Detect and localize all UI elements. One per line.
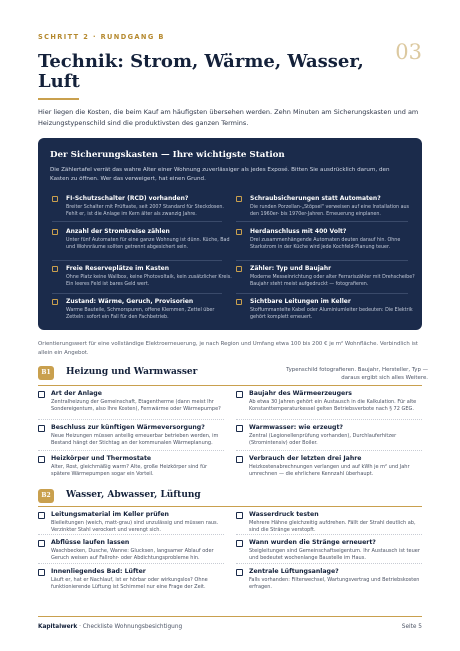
checkbox-icon[interactable] — [38, 456, 45, 463]
footer-doc-title: · Checkliste Wohnungsbesichtigung — [79, 624, 183, 630]
item-text: Warme Bauteile, Schmorspuren, offene Klemmen, Zettel über Zetteln: sofort ein Fall für den Fachbetrieb. — [66, 308, 215, 321]
item-text: Neue Heizungen müssen anteilig erneuerbar betrieben werden, im Bestand hängt der Stichtag an der kommunalen Wärmeplanung. — [51, 433, 219, 447]
item-text: Heizkostenabrechnungen verlangen und auf kWh je m² und Jahr umrechnen — die ehrlichere Kennzahl überhaupt. — [249, 464, 410, 478]
checkbox-icon[interactable] — [236, 266, 242, 272]
item-title: Zähler: Typ und Baujahr — [250, 265, 332, 272]
checkbox-icon[interactable] — [52, 299, 58, 305]
item-text: Breiter Schalter mit Prüftaste, seit 2007 Standard für Steckdosen. Fehlt er, ist die Anlage im Kern älter als zwanzig Jahre. — [66, 205, 224, 218]
intro-paragraph: Hier liegen die Kosten, die beim Kauf am häufigsten übersehen werden. Zehn Minuten am Sicherungskasten und am Heizungstypenschild sind die produktivsten des ganzen Termins. — [38, 108, 419, 127]
item-title: FI-Schutzschalter (RCD) vorhanden? — [66, 195, 189, 202]
item-title: Verbrauch der letzten drei Jahre — [249, 455, 362, 462]
checkbox-icon[interactable] — [236, 425, 243, 432]
item-title: Baujahr des Wärmeerzeugers — [249, 390, 352, 397]
title-underline — [38, 98, 79, 100]
item-title: Wasserdruck testen — [249, 511, 319, 518]
section-rule — [38, 385, 422, 386]
item-title: Innenliegendes Bad: Lüfter — [51, 568, 146, 575]
item-title: Warmwasser: wie erzeugt? — [249, 424, 344, 431]
checkbox-icon[interactable] — [236, 540, 243, 547]
item-title: Anzahl der Stromkreise zählen — [66, 228, 170, 235]
item-text: Läuft er, hat er Nachlauf, ist er hörbar oder wirkungslos? Ohne funktionierende Lüftung ist Schimmel nur eine Frage der Zeit. — [51, 577, 208, 591]
item-title: Art der Anlage — [51, 390, 102, 397]
divider — [236, 221, 408, 222]
item-text: Mehrere Hähne gleichzeitig aufdrehen. Fällt der Strahl deutlich ab, sind die Stränge verstopft. — [249, 520, 416, 534]
divider — [236, 419, 422, 420]
item-text: Moderne Messeinrichtung oder alter Ferrariszähler mit Drehscheibe? Baujahr steht meist aufgedruckt — fotografieren. — [250, 275, 415, 288]
section-rule — [38, 506, 422, 507]
item-text: Bleileitungen (weich, matt-grau) sind unzulässig und müssen raus. Verzinkter Stahl verockert und verengt sich. — [51, 520, 219, 534]
divider — [236, 260, 408, 261]
checkbox-icon[interactable] — [38, 512, 45, 519]
divider — [52, 293, 222, 294]
divider — [38, 534, 224, 535]
item-text: Waschbecken, Dusche, Wanne: Glucksen, langsamer Ablauf oder Geruch weisen auf Fallrohr- oder Abdichtungsprobleme hin. — [51, 548, 214, 562]
checkbox-icon[interactable] — [236, 229, 242, 235]
page-title: Technik: Strom, Wärme, Wasser, Luft — [38, 51, 364, 92]
item-title: Leitungsmaterial im Keller prüfen — [51, 511, 169, 518]
checkbox-icon[interactable] — [236, 196, 242, 202]
item-title: Schraubsicherungen statt Automaten? — [250, 195, 381, 202]
divider — [236, 534, 422, 535]
divider — [52, 221, 222, 222]
item-text: Die runden Porzellan-„Stöpsel" verweisen auf eine Installation aus den 1960er- bis 1970er-Jahren. Erneuerung einplanen. — [250, 205, 410, 218]
item-title: Zentrale Lüftungsanlage? — [249, 568, 339, 575]
item-title: Herdanschluss mit 400 Volt? — [250, 228, 347, 235]
divider — [38, 419, 224, 420]
fuse-box-card — [38, 138, 422, 330]
checkbox-icon[interactable] — [52, 229, 58, 235]
checkbox-icon[interactable] — [236, 299, 242, 305]
section-header-water — [38, 489, 428, 505]
checkbox-icon[interactable] — [236, 456, 243, 463]
section-header-heating — [38, 366, 428, 382]
item-title: Zustand: Wärme, Geruch, Provisorien — [66, 298, 194, 305]
card-description: Die Zählertafel verrät das wahre Alter einer Wohnung zuverlässiger als jedes Exposé. Bitten Sie ausdrücklich darum, den Kasten zu öffnen. Wer das verweigert, hat einen Grund. — [50, 167, 390, 182]
footer-rule — [38, 616, 422, 617]
item-text: Alter, Rost, gleichmäßig warm? Alte, große Heizkörper sind für spätere Wärmepumpen sogar ein Vorteil. — [51, 464, 208, 478]
section-kicker: SCHRITT 2 · RUNDGANG B — [38, 33, 165, 41]
checkbox-icon[interactable] — [38, 540, 45, 547]
item-text: Stoffummantelte Kabel oder Aluminiumleiter bedeuten: Die Elektrik gehört komplett erneuert. — [250, 308, 413, 321]
card-title: Der Sicherungskasten — Ihre wichtigste Station — [50, 150, 285, 160]
divider — [38, 563, 224, 564]
checkbox-icon[interactable] — [52, 196, 58, 202]
cost-note: Orientierungswert für eine vollständige Elektroerneuerung, je nach Region und Umfang etwa 100 bis 200 € je m² Wohnfläche. Verbindlich ist allein ein Angebot. — [38, 341, 418, 356]
item-text: Ohne Platz keine Wallbox, keine Photovoltaik, kein zusätzlicher Kreis. Ein leeres Feld ist bares Geld wert. — [66, 275, 232, 288]
divider — [236, 293, 408, 294]
item-text: Drei zusammenhängende Automaten deuten darauf hin. Ohne Starkstrom in der Küche wird jede Kochfeld-Planung teuer. — [250, 238, 401, 251]
item-text: Ab etwa 30 Jahren gehört ein Austausch in die Kalkulation. Für alte Konstanttemperaturkessel gelten Betriebsverbote nach § 72 GEG. — [249, 399, 417, 413]
section-badge: B2 — [38, 489, 54, 503]
checkbox-icon[interactable] — [38, 391, 45, 398]
checkbox-icon[interactable] — [52, 266, 58, 272]
section-title: Heizung und Warmwasser — [66, 367, 198, 377]
section-title: Wasser, Abwasser, Lüftung — [66, 490, 201, 500]
footer-page-label: Seite 5 — [401, 624, 422, 630]
item-title: Beschluss zur künftigen Wärmeversorgung? — [51, 424, 205, 431]
footer-brand-line — [38, 624, 182, 630]
section-badge: B1 — [38, 366, 54, 380]
item-text: Zentral (Legionellenprüfung vorhanden), Durchlauferhitzer (Stromintensiv) oder Boiler. — [249, 433, 397, 447]
item-title: Wann wurden die Stränge erneuert? — [249, 539, 376, 546]
divider — [52, 260, 222, 261]
footer-brand: Kapitalwerk — [38, 624, 78, 630]
checkbox-icon[interactable] — [38, 425, 45, 432]
divider — [236, 450, 422, 451]
checkbox-icon[interactable] — [236, 391, 243, 398]
divider — [38, 450, 224, 451]
section-note: Typenschild fotografieren. Baujahr, Hersteller, Typ — daraus ergibt sich alles Weitere. — [286, 367, 428, 381]
checkbox-icon[interactable] — [236, 512, 243, 519]
item-text: Zentralheizung der Gemeinschaft, Etagentherme (dann meist Ihr Sondereigentum, also Ihre Kosten), Fernwärme oder Wärmepumpe? — [51, 399, 221, 413]
item-text: Steigleitungen sind Gemeinschaftseigentum. Ihr Austausch ist teuer und bedeutet wochenlange Baustelle im Haus. — [249, 548, 420, 562]
chapter-number: 03 — [395, 40, 422, 64]
item-text: Falls vorhanden: Filterwechsel, Wartungsvertrag und Betriebskosten erfragen. — [249, 577, 420, 591]
checkbox-icon[interactable] — [38, 569, 45, 576]
item-text: Unter fünf Automaten für eine ganze Wohnung ist dünn. Küche, Bad und Wohnräume sollten getrennt abgesichert sein. — [66, 238, 230, 251]
item-title: Freie Reserveplätze im Kasten — [66, 265, 170, 272]
item-title: Heizkörper und Thermostate — [51, 455, 152, 462]
checkbox-icon[interactable] — [236, 569, 243, 576]
divider — [236, 563, 422, 564]
item-title: Abflüsse laufen lassen — [51, 539, 130, 546]
item-title: Sichtbare Leitungen im Keller — [250, 298, 351, 305]
